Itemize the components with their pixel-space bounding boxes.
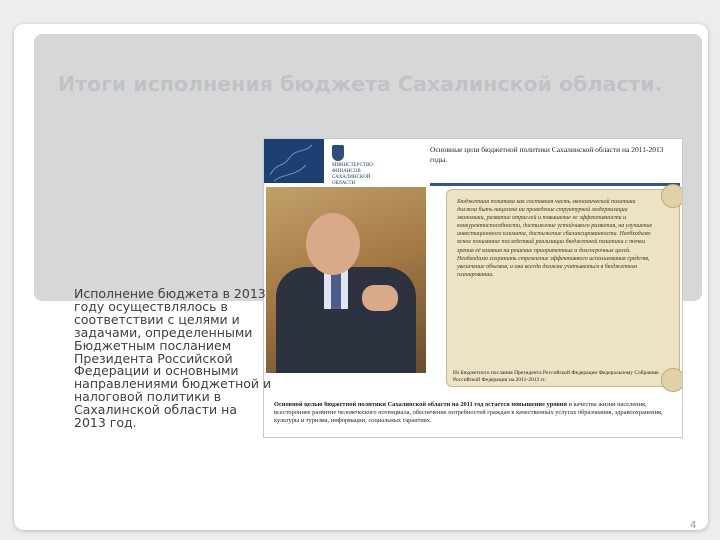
slide-title: Итоги исполнения бюджета Сахалинской области. (58, 72, 663, 96)
scroll-quote-text: Бюджетная политика как составная часть экономической политики должна быть нацелена на проведение структурной модернизации экономики, развитие отраслей и повышение ее эффективности и конкурентоспособности, достижение устойчивого развития, на улучшение инвестиционного климата, достижение сбалансированности. Необходимо ясное понимание последствий реализации бюджетной политики с точки зрения её влияния на решение приоритетных и долгосрочных целей. Необходимо сохранить стремление эффективного использования средств, увеличение объемов, и она всегда должна учитываться в бюджетном планировании. (457, 199, 653, 278)
picture-header (264, 139, 682, 185)
body-text: Исполнение бюджета в 2013 году осуществлялось в соответствии с целями и задачами, определенными Бюджетным посланием Президента Российской Федерации и основными направлениями бюджетной и налоговой политики в Сахалинской области на 2013 год. (74, 286, 272, 431)
page-number: 4 (690, 520, 697, 530)
caption-lead: Основной целью бюджетной политики Сахалинской области на 2011 год остается повышение уровня (274, 401, 567, 408)
scroll-curl-icon (661, 184, 683, 208)
slide (14, 24, 708, 530)
ministry-name: МИНИСТЕРСТВО ФИНАНСОВ САХАЛИНСКОЙ ОБЛАСТИ (332, 163, 373, 186)
caption-rest: и качества жизни населения, всестороннее развитие человеческого потенциала, обеспечение потребностей граждан в качественных услугах образования, здравоохранения, культуры и туризма, информации, социальных гарантиях. (274, 401, 663, 425)
map-outline-icon (264, 139, 324, 183)
region-map-image (264, 139, 324, 183)
picture-divider (430, 183, 680, 186)
scroll-source: Из Бюджетного послания Президента Российской Федерации Федеральному Собранию Российской Федерации на 2011-2013 гг. (453, 370, 659, 383)
photo-tie (331, 273, 341, 309)
portrait-photo (266, 187, 426, 373)
embedded-picture (263, 138, 683, 438)
quote-scroll (446, 189, 680, 387)
picture-heading: Основные цели бюджетной политики Сахалинской области на 2011-2013 годы. (430, 145, 664, 164)
picture-caption (274, 401, 676, 426)
photo-hand (362, 285, 398, 311)
photo-head (306, 213, 360, 275)
coat-of-arms-icon (332, 145, 344, 161)
